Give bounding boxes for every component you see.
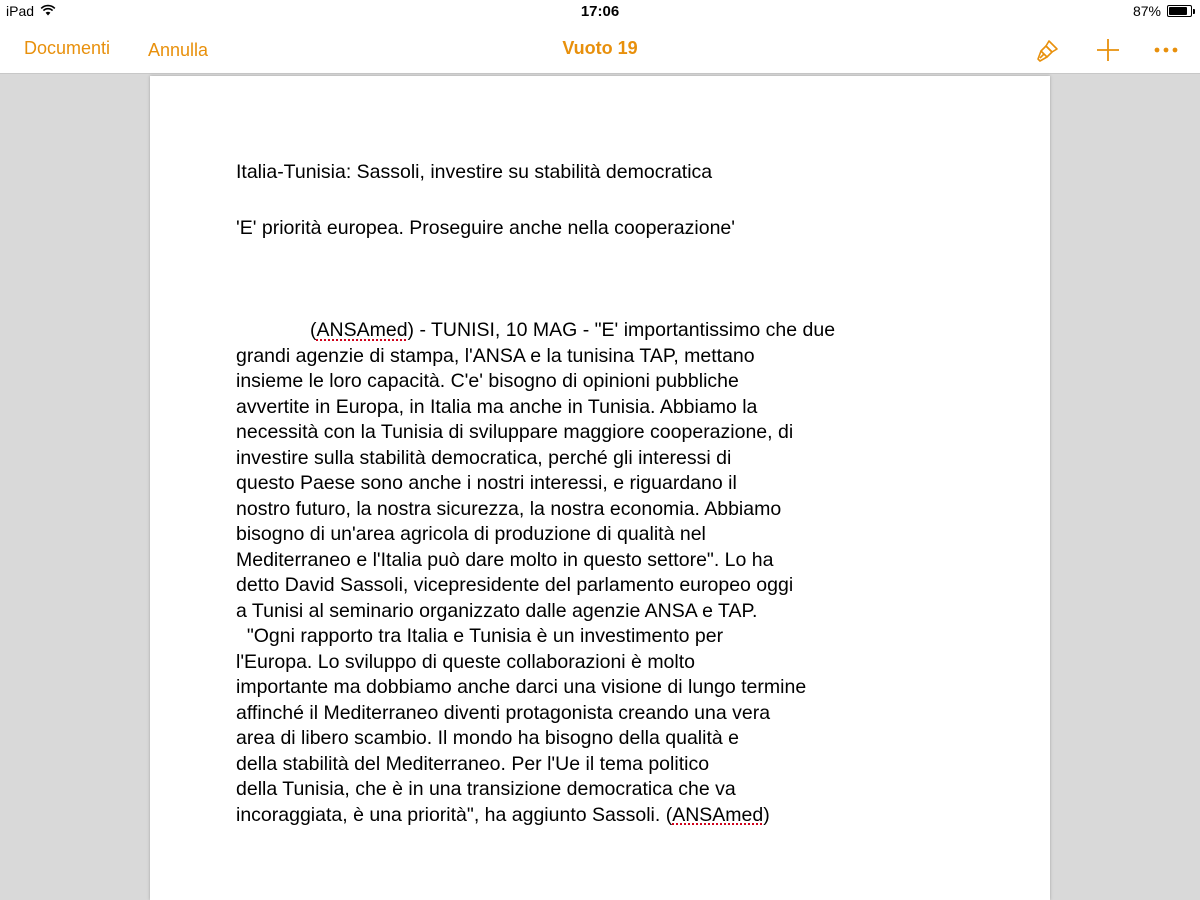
body-last-post: ) — [763, 803, 770, 826]
body-line: della stabilità del Mediterraneo. Per l'Ue il tema politico — [236, 752, 710, 775]
body-line: detto David Sassoli, vicepresidente del parlamento europeo oggi — [236, 574, 794, 596]
body-last-line — [236, 803, 956, 829]
status-right — [1133, 3, 1192, 19]
battery-percent: 87% — [1132, 3, 1161, 19]
more-icon[interactable] — [1148, 34, 1184, 66]
body-line: bisogno di un'area agricola di produzione di qualità nel — [236, 523, 706, 545]
body-lines — [236, 344, 956, 803]
body-line: a Tunisi al seminario organizzato dalle agenzie ANSA e TAP. — [236, 599, 758, 622]
body-last-pre: incoraggiata, è una priorità", ha aggiunto Sassoli. ( — [236, 803, 673, 826]
body-line: "Ogni rapporto tra Italia e Tunisia è un investimento per — [236, 625, 724, 647]
body-first-line — [236, 318, 956, 344]
document-title: Vuoto 19 — [562, 38, 638, 58]
toolbar — [0, 24, 1200, 74]
paintbrush-icon[interactable] — [1030, 34, 1066, 66]
body-line: l'Europa. Lo sviluppo di queste collaborazioni è molto — [236, 650, 696, 673]
status-time: 17:06 — [580, 3, 620, 20]
body-line: area di libero scambio. Il mondo ha bisogno della qualità e — [236, 727, 739, 749]
documents-button[interactable]: Documenti — [24, 38, 111, 58]
body-line: avvertite in Europa, in Italia ma anche in Tunisia. Abbiamo la — [236, 395, 758, 418]
battery-icon — [1167, 5, 1192, 17]
battery-fill — [1169, 7, 1187, 15]
body-line: necessità con la Tunisia di sviluppare maggiore cooperazione, di — [236, 421, 794, 443]
spellcheck-word: ANSAmed — [672, 803, 764, 826]
body-line: nostro futuro, la nostra sicurezza, la nostra economia. Abbiamo — [236, 497, 782, 520]
plus-icon[interactable] — [1090, 34, 1126, 66]
document-page[interactable] — [150, 76, 1050, 900]
status-bar — [0, 0, 1200, 24]
body-first-open: ( — [310, 319, 317, 341]
article-body — [236, 318, 956, 828]
cancel-button[interactable]: Annulla — [148, 40, 209, 60]
body-line: grandi agenzie di stampa, l'ANSA e la tunisina TAP, mettano — [236, 344, 755, 367]
body-line: della Tunisia, che è in una transizione democratica che va — [236, 778, 736, 800]
body-line: affinché il Mediterraneo diventi protagonista creando una vera — [236, 701, 771, 724]
body-line: investire sulla stabilità democratica, perché gli interessi di — [236, 446, 732, 469]
body-line: importante ma dobbiamo anche darci una visione di lungo termine — [236, 676, 807, 698]
article-subtitle: 'E' priorità europea. Proseguire anche nella cooperazione' — [236, 217, 735, 239]
body-line: insieme le loro capacità. C'e' bisogno di opinioni pubbliche — [236, 370, 739, 392]
body-line: Mediterraneo e l'Italia può dare molto in questo settore". Lo ha — [236, 548, 774, 571]
article-title: Italia-Tunisia: Sassoli, investire su stabilità democratica — [236, 161, 713, 183]
spellcheck-word: ANSAmed — [316, 319, 408, 341]
device-label: iPad — [6, 3, 35, 19]
body-line: questo Paese sono anche i nostri interessi, e riguardano il — [236, 472, 737, 494]
body-first-rest: ) - TUNISI, 10 MAG - "E' importantissimo che due — [407, 319, 836, 341]
